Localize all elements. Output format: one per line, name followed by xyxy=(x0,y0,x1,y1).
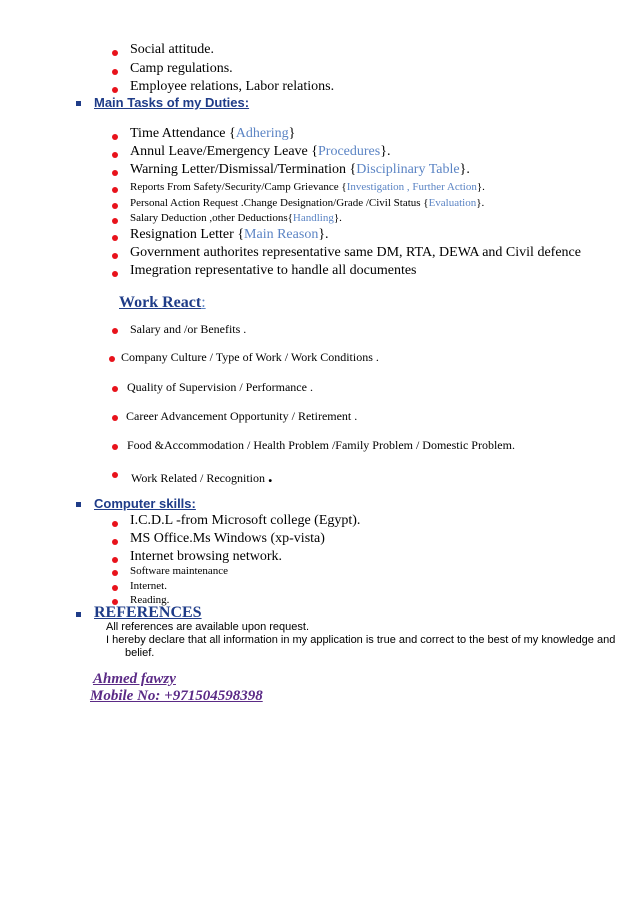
bullet-icon xyxy=(112,253,118,259)
list-item-text: Time Attendance {Adhering} xyxy=(130,126,296,141)
bullet-icon xyxy=(112,218,118,224)
list-item-text: Quality of Supervision / Performance . xyxy=(127,380,313,394)
bullet-icon xyxy=(112,170,118,176)
list-item-text: Work Related / Recognition . xyxy=(131,466,273,486)
square-bullet-icon xyxy=(76,612,81,617)
list-item-text: Employee relations, Labor relations. xyxy=(130,79,335,94)
list-item-text: Career Advancement Opportunity / Retirement . xyxy=(126,409,358,423)
list-item-text: Internet. xyxy=(130,580,167,592)
list-item-text: Reports From Safety/Security/Camp Grievance {Investigation , Further Action}. xyxy=(130,181,485,193)
declaration-line: I hereby declare that all information in my application is true and correct to the best of my knowledge and xyxy=(106,634,616,646)
bullet-icon xyxy=(112,521,118,527)
references-line: All references are available upon request. xyxy=(106,621,310,633)
list-item-text: Imegration representative to handle all documentes xyxy=(130,263,417,278)
computer-skills-heading-text: Computer skills: xyxy=(94,496,196,511)
bullet-icon xyxy=(112,203,118,209)
bullet-icon xyxy=(112,271,118,277)
list-item-text: Salary and /or Benefits . xyxy=(130,322,247,336)
list-item-text: Annul Leave/Emergency Leave {Procedures}. xyxy=(130,144,391,159)
list-item-text: MS Office.Ms Windows (xp-vista) xyxy=(130,531,325,546)
bullet-icon xyxy=(112,570,118,576)
bullet-icon xyxy=(112,134,118,140)
declaration-line-continued: belief. xyxy=(125,647,155,659)
list-item-text: Food &Accommodation / Health Problem /Family Problem / Domestic Problem. xyxy=(127,438,515,452)
list-item-text: Software maintenance xyxy=(130,565,229,577)
duties-heading-text: Main Tasks of my Duties: xyxy=(94,95,250,110)
bullet-icon xyxy=(109,356,115,362)
list-item-text: Company Culture / Type of Work / Work Conditions . xyxy=(121,350,379,364)
bullet-icon xyxy=(112,328,118,334)
square-bullet-icon xyxy=(76,502,81,507)
bullet-icon xyxy=(112,557,118,563)
list-item-text: Camp regulations. xyxy=(130,61,233,76)
bullet-icon xyxy=(112,235,118,241)
bullet-icon xyxy=(112,585,118,591)
list-item-text: Reading. xyxy=(130,594,170,606)
author-name: Ahmed fawzy xyxy=(93,671,176,687)
work-react-heading-text: Work React: xyxy=(119,294,206,311)
list-item-text: Government authorites representative same DM, RTA, DEWA and Civil defence xyxy=(130,245,581,260)
list-item-text: Social attitude. xyxy=(130,42,214,57)
references-heading-text: REFERENCES xyxy=(94,604,202,621)
bullet-icon xyxy=(112,87,118,93)
bullet-icon xyxy=(112,444,118,450)
list-item-text: I.C.D.L -from Microsoft college (Egypt). xyxy=(130,513,361,528)
bullet-icon xyxy=(112,472,118,478)
bullet-icon xyxy=(112,187,118,193)
list-item-text: Resignation Letter {Main Reason}. xyxy=(130,227,329,242)
bullet-icon xyxy=(112,386,118,392)
bullet-icon xyxy=(112,415,118,421)
square-bullet-icon xyxy=(76,101,81,106)
list-item-text: Personal Action Request .Change Designation/Grade /Civil Status {Evaluation}. xyxy=(130,197,485,209)
list-item-text: Warning Letter/Dismissal/Termination {Disciplinary Table}. xyxy=(130,162,470,177)
list-item-text: Salary Deduction ,other Deductions{Handling}. xyxy=(130,212,342,224)
list-item-text: Internet browsing network. xyxy=(130,549,283,564)
bullet-icon xyxy=(112,50,118,56)
bullet-icon xyxy=(112,539,118,545)
bullet-icon xyxy=(112,152,118,158)
mobile-number: Mobile No: +971504598398 xyxy=(90,688,263,704)
bullet-icon xyxy=(112,69,118,75)
